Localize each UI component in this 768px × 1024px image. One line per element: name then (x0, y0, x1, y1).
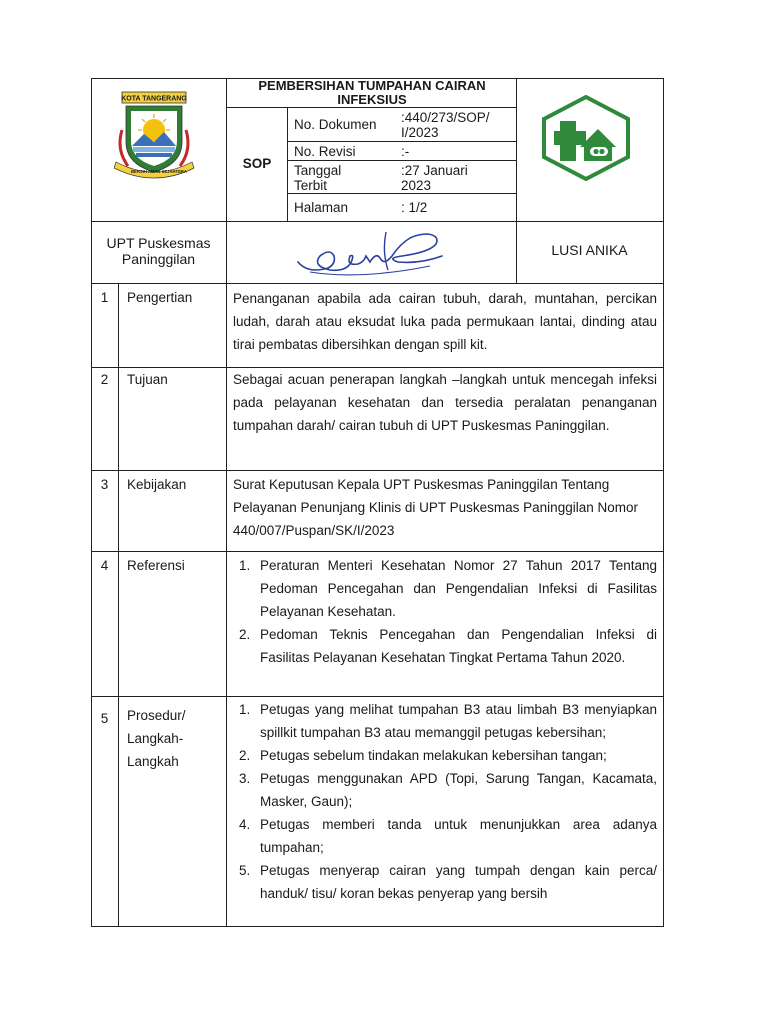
section-1-text: Penanganan apabila ada cairan tubuh, darah, muntahan, percikan ludah, darah atau eksudat luka pada permukaan lantai, dinding atau tirai pembatas dibersihkan dengan spill kit. (233, 291, 657, 352)
section-4-label: Referensi (127, 558, 185, 573)
unit-name: UPT Puskesmas Paninggilan (106, 235, 211, 267)
head-name: LUSI ANIKA (551, 242, 628, 258)
procedure-step: 4. Petugas memberi tanda untuk menunjukkan area adanya tumpahan; (239, 817, 657, 855)
section-2-number: 2 (100, 372, 109, 387)
section-4-list (233, 554, 657, 669)
emblem-banner-text: KOTA TANGERANG (121, 95, 187, 103)
section-2-text: Sebagai acuan penerapan langkah –langkah untuk mencegah infeksi pada pelayanan kesehatan dan tersedia peralatan penanganan tumpahan darah/ cairan tubuh di UPT Puskesmas Paninggilan. (233, 372, 657, 433)
reference-item: 2. Pedoman Teknis Pencegahan dan Pengendalian Infeksi di Fasilitas Pelayanan Kesehatan Tingkat Pertama Tahun 2020. (239, 627, 657, 665)
section-5-list (233, 698, 657, 905)
section-1-number: 1 (100, 290, 109, 305)
sop-label: SOP (242, 156, 272, 171)
puskesmas-logo (540, 95, 632, 181)
procedure-step: 5. Petugas menyerap cairan yang tumpah dengan kain perca/ handuk/ tisu/ koran bekas penyerap yang bersih (239, 863, 657, 901)
reference-item: 1. Peraturan Menteri Kesehatan Nomor 27 Tahun 2017 Tentang Pedoman Pencegahan dan Pengendalian Infeksi di Fasilitas Pelayanan Kesehatan. (239, 558, 657, 619)
section-2-label: Tujuan (127, 372, 168, 387)
revision-value: :- (401, 144, 410, 159)
section-3-number: 3 (100, 477, 109, 492)
section-4-number: 4 (100, 558, 109, 573)
section-3-text: Surat Keputusan Kepala UPT Puskesmas Paninggilan Tentang Pelayanan Penunjang Klinis di UPT Puskesmas Paninggilan Nomor 440/007/Puspan/SK/I/2023 (233, 477, 638, 538)
procedure-step: 1. Petugas yang melihat tumpahan B3 atau limbah B3 menyiapkan spillkit tumpahan B3 atau memanggil petugas kebersihan; (239, 702, 657, 740)
revision-label: No. Revisi (294, 144, 356, 159)
procedure-step: 2. Petugas sebelum tindakan melakukan kebersihan tangan; (239, 748, 607, 763)
doc-number-value: :440/273/SOP/ I/2023 (401, 110, 490, 140)
section-5-number: 5 (100, 711, 109, 726)
section-5-label: Prosedur/ Langkah- Langkah (127, 708, 186, 769)
kota-tangerang-emblem (114, 90, 206, 182)
procedure-step: 3. Petugas menggunakan APD (Topi, Sarung Tangan, Kacamata, Masker, Gaun); (239, 771, 657, 809)
document-title: PEMBERSIHAN TUMPAHAN CAIRAN INFEKSIUS (258, 78, 486, 107)
issue-date-value: :27 Januari 2023 (401, 163, 468, 193)
emblem-motto: BERSIH AMAN SEJAHTERA (131, 169, 187, 174)
doc-number-label: No. Dokumen (294, 117, 377, 132)
section-1-label: Pengertian (127, 290, 193, 305)
page-value: : 1/2 (401, 200, 428, 215)
page-label: Halaman (294, 200, 349, 215)
section-3-label: Kebijakan (127, 477, 187, 492)
signature-image (290, 226, 450, 278)
issue-date-label: Tanggal Terbit (294, 163, 342, 193)
